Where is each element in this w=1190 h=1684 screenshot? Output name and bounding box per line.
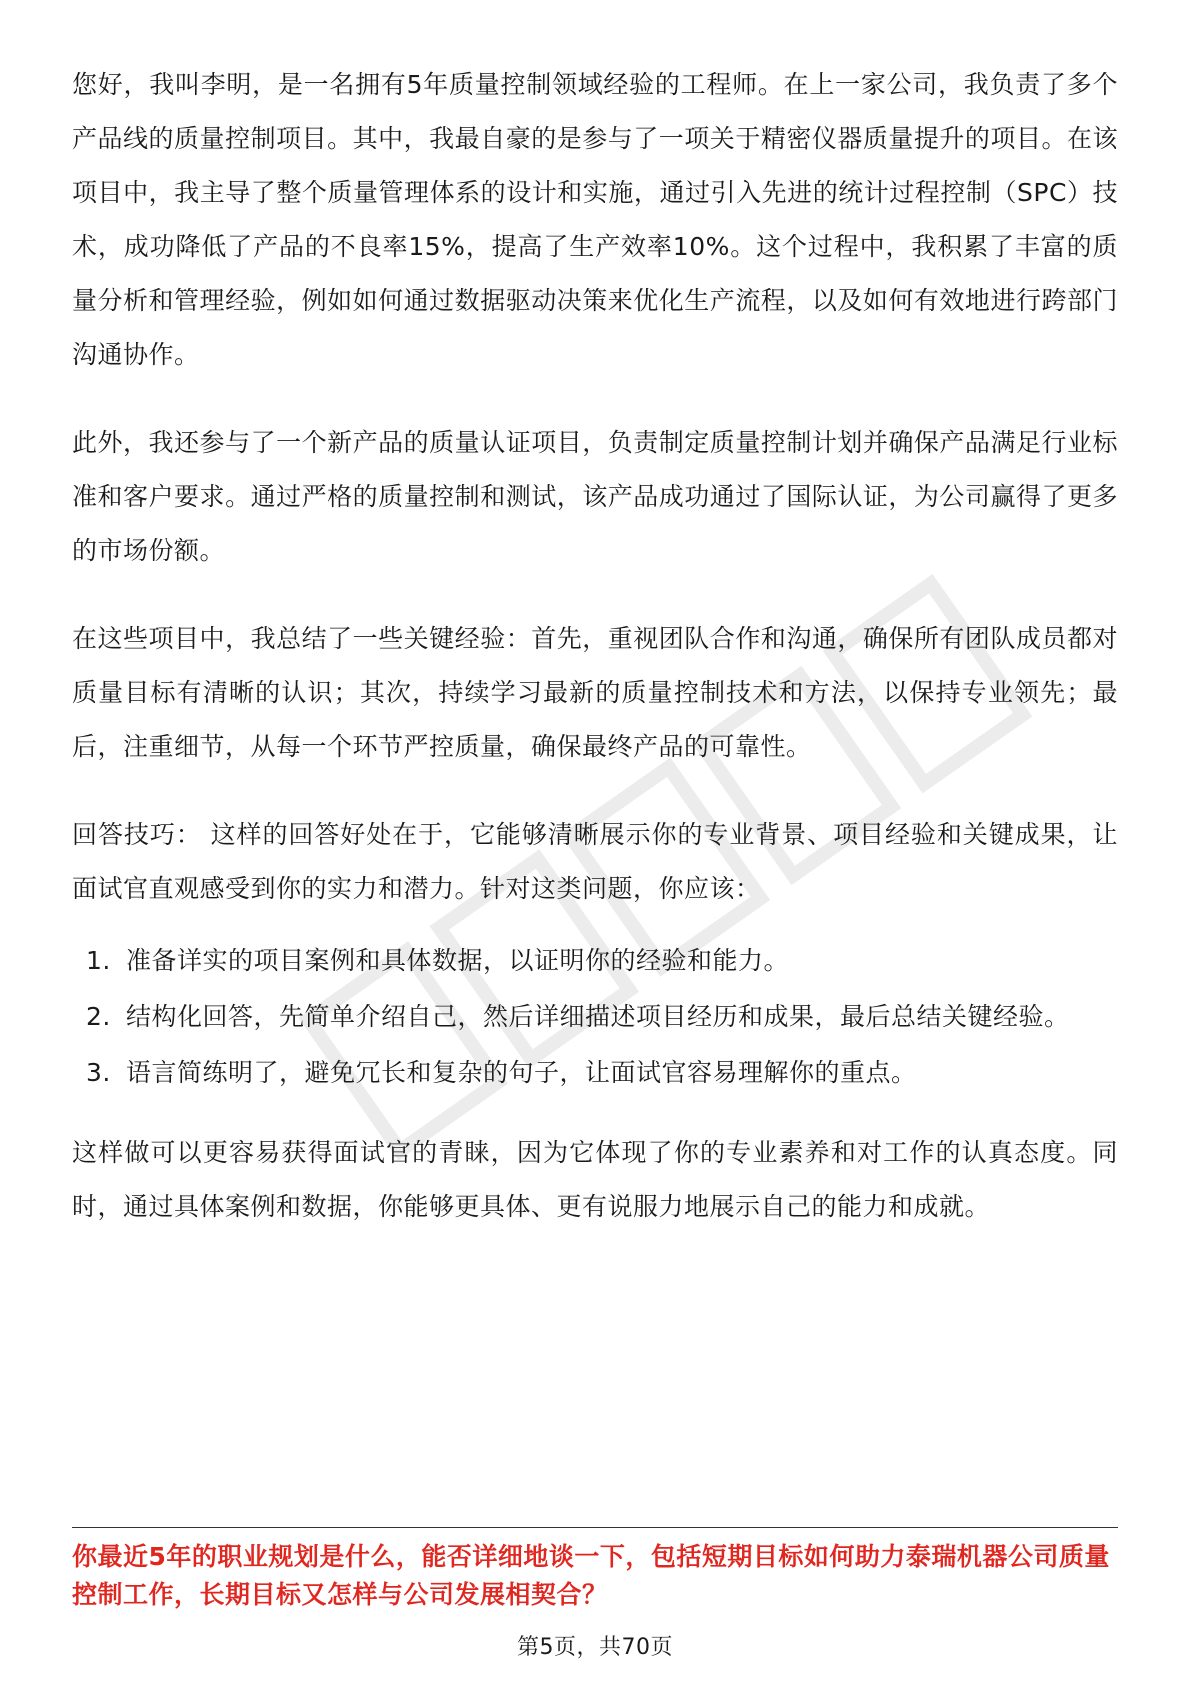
closing-paragraph: 这样做可以更容易获得面试官的青睐，因为它体现了你的专业素养和对工作的认真态度。同时，通过具体案例和数据，你能够更具体、更有说服力地展示自己的能力和成就。 <box>72 1138 1118 1221</box>
list-item <box>72 990 1118 1044</box>
answer-paragraph-certification: 此外，我还参与了一个新产品的质量认证项目，负责制定质量控制计划并确保产品满足行业标准和客户要求。通过严格的质量控制和测试，该产品成功通过了国际认证，为公司赢得了更多的市场份额。 <box>72 428 1118 565</box>
answer-paragraph-intro: 您好，我叫李明，是一名拥有5年质量控制领域经验的工程师。在上一家公司，我负责了多个产品线的质量控制项目。其中，我最自豪的是参与了一项关于精密仪器质量提升的项目。在该项目中，我主导了整个质量管理体系的设计和实施，通过引入先进的统计过程控制（SPC）技术，成功降低了产品的不良率15%，提高了生产效率10%。这个过程中，我积累了丰富的质量分析和管理经验，例如如何通过数据驱动决策来优化生产流程，以及如何有效地进行跨部门沟通协作。 <box>72 70 1118 369</box>
next-question-heading: 你最近5年的职业规划是什么，能否详细地谈一下，包括短期目标如何助力泰瑞机器公司质量控制工作，长期目标又怎样与公司发展相契合？ <box>72 1542 1110 1609</box>
list-item <box>72 1046 1118 1100</box>
list-item-number: 3. <box>86 1058 111 1087</box>
list-item-text: 语言简练明了，避免冗长和复杂的句子，让面试官容易理解你的重点。 <box>126 1058 917 1087</box>
list-item-text: 准备详实的项目案例和具体数据，以证明你的经验和能力。 <box>126 946 790 975</box>
document-body <box>72 58 1118 1268</box>
tips-list <box>72 934 1118 1100</box>
list-item-number: 2. <box>86 1002 111 1031</box>
list-item-number: 1. <box>86 946 111 975</box>
answer-tips-intro: 回答技巧： 这样的回答好处在于，它能够清晰展示你的专业背景、项目经验和关键成果，让面试官直观感受到你的实力和潜力。针对这类问题，你应该： <box>72 820 1118 903</box>
list-item <box>72 934 1118 988</box>
section-divider <box>72 1527 1118 1528</box>
answer-paragraph-lessons: 在这些项目中，我总结了一些关键经验：首先，重视团队合作和沟通，确保所有团队成员都对质量目标有清晰的认识；其次，持续学习最新的质量控制技术和方法，以保持专业领先；最后，注重细节，从每一个环节严控质量，确保最终产品的可靠性。 <box>72 624 1118 761</box>
list-item-text: 结构化回答，先简单介绍自己，然后详细描述项目经历和成果，最后总结关键经验。 <box>126 1002 1070 1031</box>
page-number: 第5页，共70页 <box>517 1635 673 1660</box>
